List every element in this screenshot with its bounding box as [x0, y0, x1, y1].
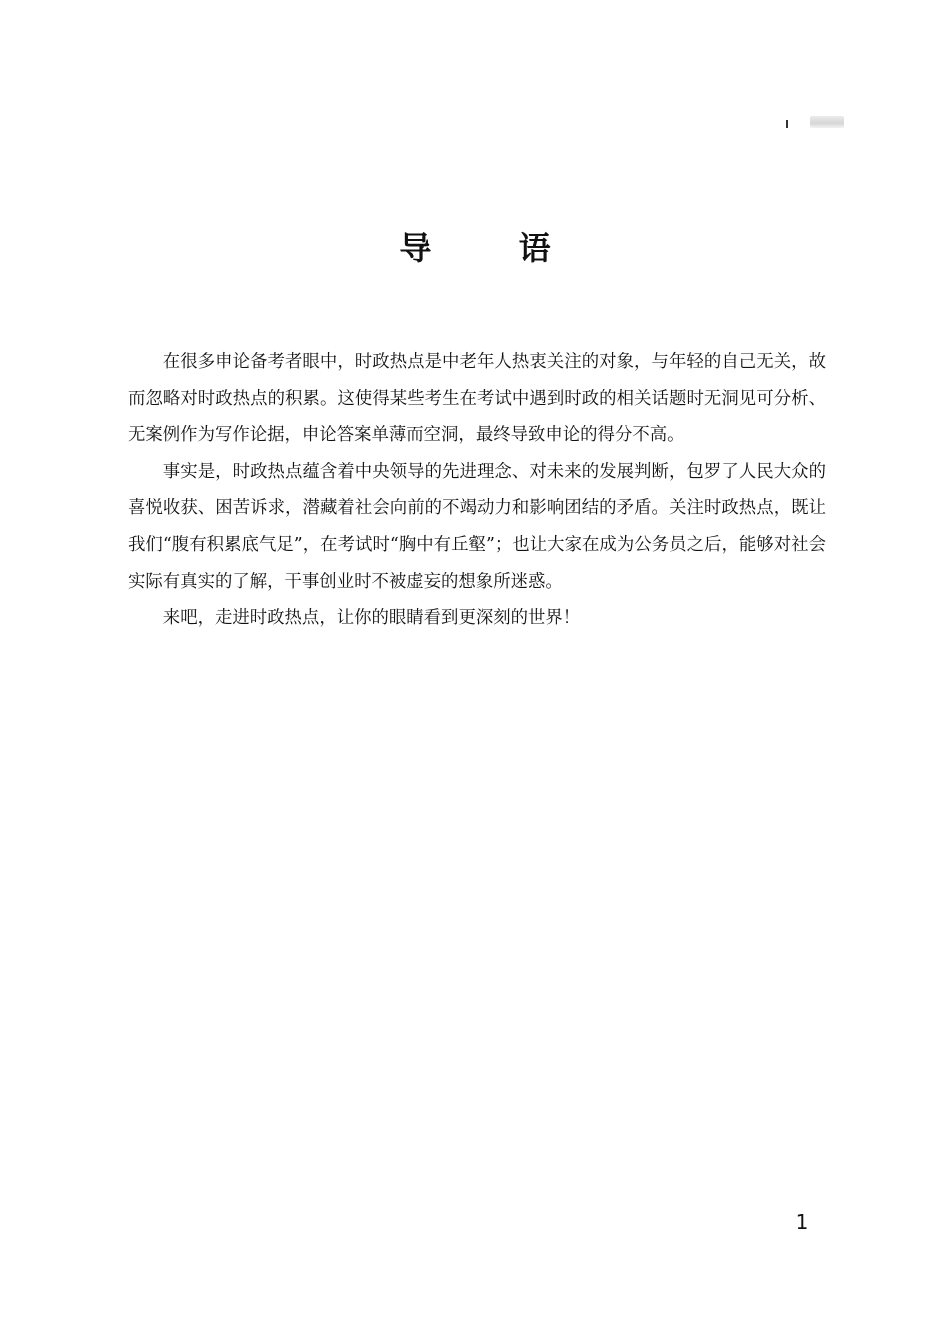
- paragraph-1: 在很多申论备考者眼中，时政热点是中老年人热衷关注的对象，与年轻的自己无关，故而忽略对时政热点的积累。这使得某些考生在考试中遇到时政的相关话题时无洞见可分析、无案例作为写作论据，申论答案单薄而空洞，最终导致申论的得分不高。: [128, 352, 826, 446]
- header-logo-smudge: [810, 116, 844, 128]
- header-rule-tick: [786, 120, 788, 128]
- page-number: 1: [795, 1210, 809, 1234]
- paragraph-2: 事实是，时政热点蕴含着中央领导的先进理念、对未来的发展判断，包罗了人民大众的喜悦收获、困苦诉求，潜藏着社会向前的不竭动力和影响团结的矛盾。关注时政热点，既让我们“腹有积累底气足”，在考试时“胸中有丘壑”；也让大家在成为公务员之后，能够对社会实际有真实的了解，干事创业时不被虚妄的想象所迷惑。: [128, 461, 826, 592]
- header-logo-icon: [786, 114, 846, 130]
- page-title: 导 语: [399, 229, 589, 267]
- intro-body: [128, 344, 826, 637]
- paragraph-3: 来吧，走进时政热点，让你的眼睛看到更深刻的世界！: [162, 608, 581, 629]
